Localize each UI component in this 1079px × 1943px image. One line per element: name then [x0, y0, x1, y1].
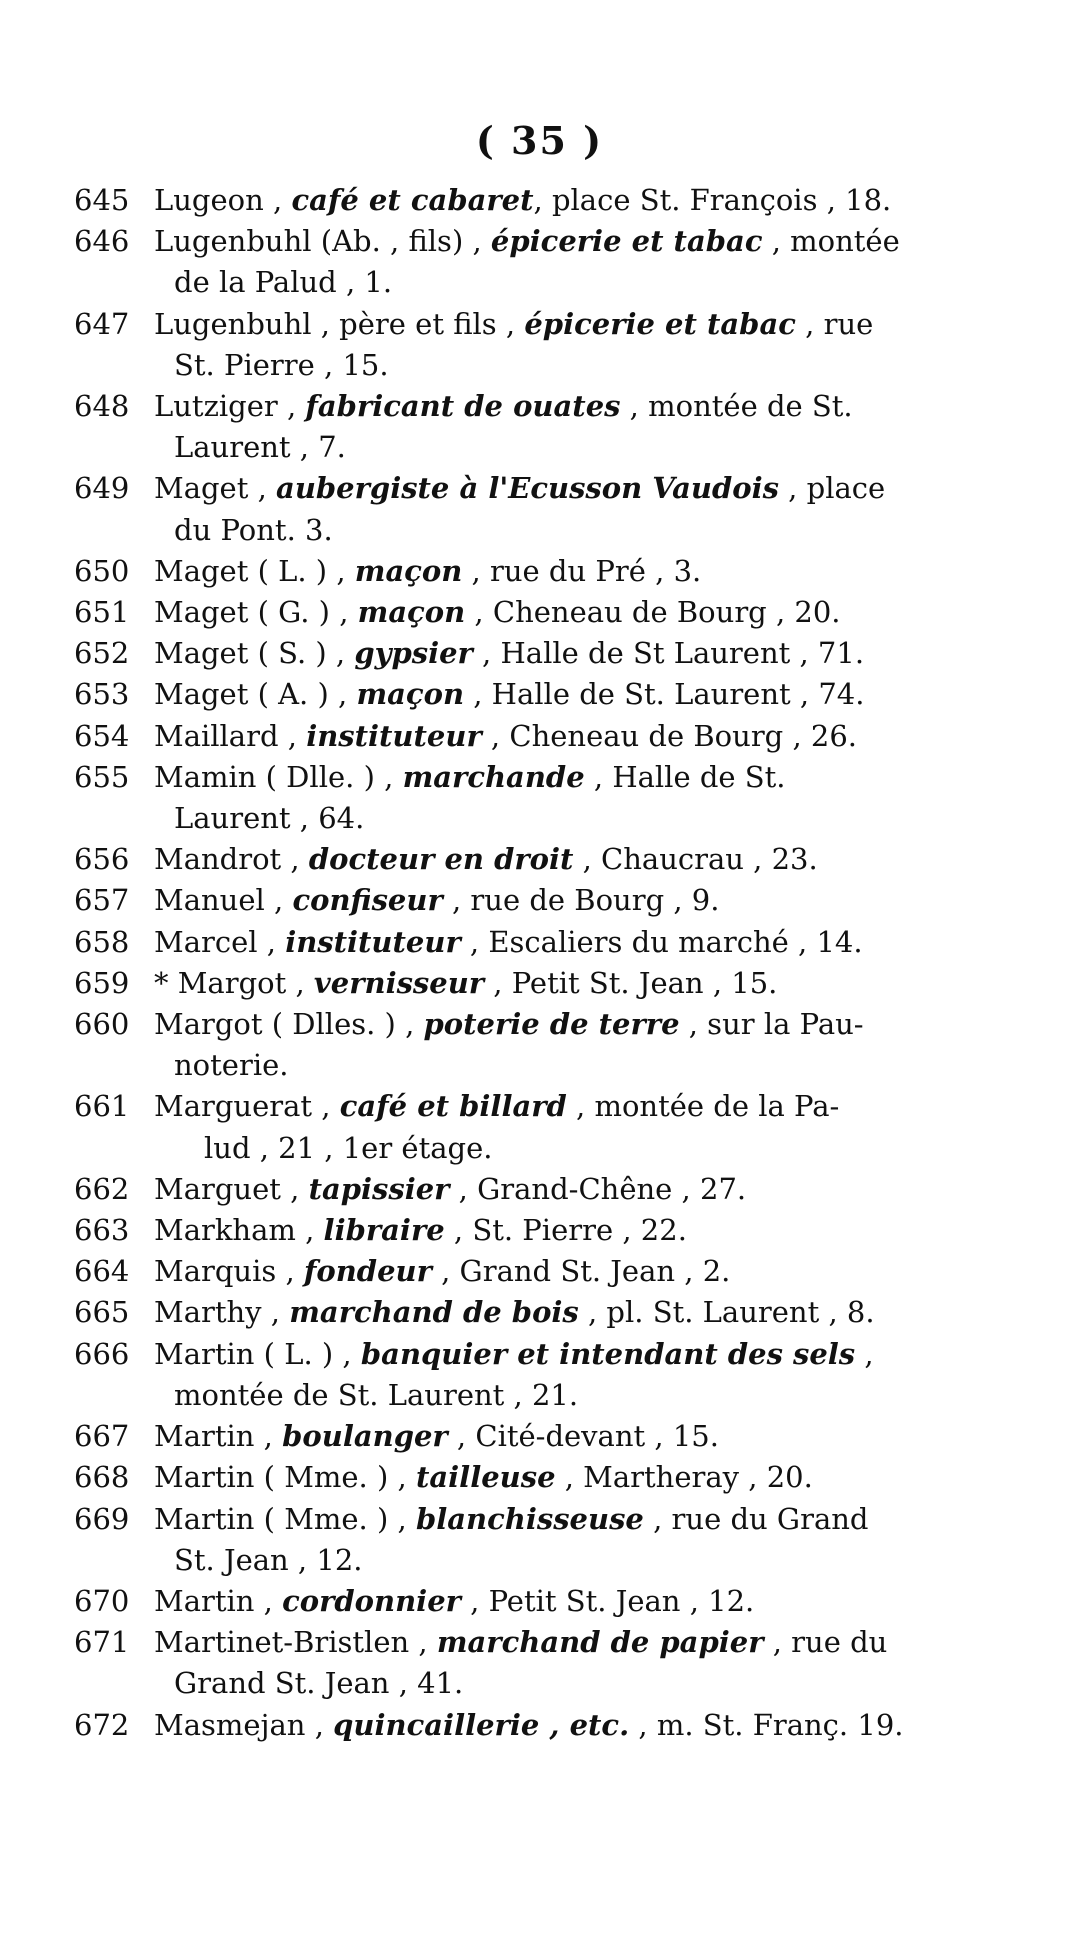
entry-continuation-line: [154, 1045, 994, 1086]
occupation-text: instituteur: [306, 718, 482, 753]
occupation-text: café et billard: [339, 1089, 567, 1124]
address-text: , Escaliers du marché , 14.: [460, 924, 863, 959]
entry-name-text: Maillard ,: [154, 718, 307, 753]
entry-name-text: Marquis ,: [154, 1254, 304, 1289]
entry-text: [154, 674, 994, 715]
entry-text: [154, 1292, 994, 1333]
entry-number: 655: [74, 759, 130, 794]
entry-name-text: Margot ( Dlles. ) ,: [154, 1007, 424, 1042]
entry-text: [154, 304, 994, 386]
directory-entry: [74, 963, 994, 1004]
entry-number: 669: [74, 1501, 130, 1536]
entry-text: [154, 592, 994, 633]
occupation-text: tapissier: [308, 1171, 450, 1206]
entry-text: [154, 1004, 994, 1086]
address-text: , St. Pierre , 22.: [444, 1213, 687, 1248]
entry-text: [154, 180, 994, 221]
address-text: , Cité-devant , 15.: [447, 1419, 719, 1454]
directory-entry: [74, 468, 994, 550]
entry-line: [154, 839, 994, 880]
occupation-text: instituteur: [285, 924, 461, 959]
entry-line: [154, 716, 994, 757]
entry-line: [154, 1292, 994, 1333]
occupation-text: vernisseur: [313, 965, 485, 1000]
directory-entry: [74, 304, 994, 386]
entry-number: 672: [74, 1707, 130, 1742]
entry-line: [154, 386, 994, 427]
entry-line: [154, 468, 994, 509]
entry-number: 662: [74, 1171, 130, 1206]
entry-name-text: Maget ( A. ) ,: [154, 677, 357, 712]
entry-text: [154, 468, 994, 550]
entry-text: [154, 1086, 994, 1168]
entry-name-text: Maget ( S. ) ,: [154, 636, 355, 671]
directory-entry: [74, 839, 994, 880]
directory-entry: [74, 1705, 994, 1746]
entry-line: [154, 1210, 994, 1251]
entry-number: 651: [74, 595, 130, 630]
entry-name-text: Mamin ( Dlle. ) ,: [154, 759, 403, 794]
entry-name-text: montée de St. Laurent , 21.: [174, 1377, 579, 1412]
address-text: , Halle de St. Laurent , 74.: [464, 677, 865, 712]
entry-name-text: Maget ( G. ) ,: [154, 595, 358, 630]
directory-entry: [74, 674, 994, 715]
entry-number: 656: [74, 842, 130, 877]
directory-entry: [74, 1004, 994, 1086]
directory-entry: [74, 221, 994, 303]
entry-name-text: Grand St. Jean , 41.: [174, 1666, 464, 1701]
entry-name-text: Martin ( Mme. ) ,: [154, 1460, 416, 1495]
entry-text: [154, 1169, 994, 1210]
entry-text: [154, 1499, 994, 1581]
entry-continuation-line: [154, 345, 994, 386]
directory-entry: [74, 757, 994, 839]
entry-name-text: lud , 21 , 1er étage.: [204, 1130, 493, 1165]
directory-entry: [74, 1581, 994, 1622]
address-text: , Cheneau de Bourg , 26.: [481, 718, 858, 753]
directory-entry: [74, 1334, 994, 1416]
entry-number: 660: [74, 1007, 130, 1042]
entry-continuation-line: [154, 510, 994, 551]
entry-continuation-line: [154, 262, 994, 303]
entry-number: 667: [74, 1419, 130, 1454]
entry-name-text: de la Palud , 1.: [174, 265, 393, 300]
entry-number: 665: [74, 1295, 130, 1330]
entry-line: [154, 1004, 994, 1045]
entry-line: [154, 1251, 994, 1292]
directory-entry: [74, 880, 994, 921]
address-text: , sur la Pau-: [679, 1007, 864, 1042]
entry-text: [154, 716, 994, 757]
directory-entry: [74, 1251, 994, 1292]
entry-name-text: Marthy ,: [154, 1295, 290, 1330]
entry-continuation-line: [154, 1663, 994, 1704]
occupation-text: aubergiste à l'Ecusson Vaudois: [276, 471, 779, 506]
entry-name-text: Laurent , 64.: [174, 801, 365, 836]
entry-name-text: St. Pierre , 15.: [174, 347, 389, 382]
occupation-text: confiseur: [292, 883, 443, 918]
entry-text: [154, 880, 994, 921]
occupation-text: maçon: [356, 677, 465, 712]
address-text: , rue de Bourg , 9.: [442, 883, 720, 918]
address-text: , Halle de St.: [584, 759, 786, 794]
directory-entry: [74, 716, 994, 757]
entry-text: [154, 1251, 994, 1292]
entry-name-text: Maget ( L. ) ,: [154, 553, 355, 588]
address-text: , Halle de St Laurent , 71.: [472, 636, 865, 671]
entry-name-text: Martin ,: [154, 1419, 283, 1454]
directory-entry: [74, 386, 994, 468]
directory-entry: [74, 551, 994, 592]
address-text: , Martheray , 20.: [555, 1460, 813, 1495]
entry-number: 648: [74, 389, 130, 424]
entry-name-text: Masmejan ,: [154, 1707, 334, 1742]
entry-line: [154, 1705, 994, 1746]
entry-text: [154, 963, 994, 1004]
entry-number: 646: [74, 224, 130, 259]
occupation-text: gypsier: [354, 636, 473, 671]
entry-line: [154, 221, 994, 262]
occupation-text: maçon: [357, 595, 466, 630]
entry-line: [154, 674, 994, 715]
entry-number: 649: [74, 471, 130, 506]
occupation-text: quincaillerie , etc.: [333, 1707, 630, 1742]
entry-line: [154, 633, 994, 674]
entry-continuation-line: [154, 1540, 994, 1581]
address-text: , place St. François , 18.: [533, 183, 892, 217]
directory-entry: [74, 180, 994, 221]
entry-name-text: Manuel ,: [154, 883, 293, 918]
address-text: , rue: [795, 306, 874, 341]
occupation-text: fondeur: [303, 1254, 432, 1289]
directory-entry: [74, 1416, 994, 1457]
entry-name-text: Marcel ,: [154, 924, 286, 959]
entry-line: [154, 1622, 994, 1663]
entry-continuation-line: [154, 427, 994, 468]
entry-name-text: * Margot ,: [154, 965, 314, 1000]
entry-name-text: Martin ( L. ) ,: [154, 1336, 361, 1371]
occupation-text: épicerie et tabac: [524, 306, 796, 341]
occupation-text: marchand de bois: [289, 1295, 579, 1330]
entry-name-text: Lugenbuhl (Ab. , fils) ,: [154, 224, 491, 259]
entry-line: [154, 757, 994, 798]
entry-text: [154, 1334, 994, 1416]
address-text: , Chaucrau , 23.: [573, 842, 818, 877]
entry-name-text: Martinet-Bristlen ,: [154, 1625, 437, 1660]
entry-number: 652: [74, 636, 130, 671]
entry-name-text: Martin ( Mme. ) ,: [154, 1501, 416, 1536]
entry-number: 670: [74, 1583, 130, 1618]
entry-line: [154, 1169, 994, 1210]
entry-line: [154, 304, 994, 345]
entry-number: 664: [74, 1254, 130, 1289]
occupation-text: docteur en droit: [308, 842, 574, 877]
address-text: , Cheneau de Bourg , 20.: [465, 595, 841, 630]
entry-name-text: Lugenbuhl , père et fils ,: [154, 306, 525, 341]
directory-entry: [74, 592, 994, 633]
address-text: , rue du Pré , 3.: [462, 553, 702, 588]
directory-entry: [74, 1499, 994, 1581]
occupation-text: poterie de terre: [423, 1007, 680, 1042]
entry-name-text: Martin ,: [154, 1583, 283, 1618]
entry-text: [154, 1416, 994, 1457]
entry-name-text: Lugeon ,: [154, 183, 292, 217]
entry-line: [154, 551, 994, 592]
entry-number: 647: [74, 306, 130, 341]
entry-text: [154, 633, 994, 674]
address-text: ,: [855, 1336, 874, 1371]
entry-name-text: Markham ,: [154, 1213, 324, 1248]
entry-number: 654: [74, 718, 130, 753]
occupation-text: fabricant de ouates: [305, 389, 621, 424]
entry-line: [154, 592, 994, 633]
entry-text: [154, 221, 994, 303]
occupation-text: marchande: [402, 759, 585, 794]
directory-entry: [74, 922, 994, 963]
entry-number: 650: [74, 553, 130, 588]
entry-line: [154, 963, 994, 1004]
occupation-text: banquier et intendant des sels: [360, 1336, 856, 1371]
entry-line: [154, 1416, 994, 1457]
directory-entry: [74, 1622, 994, 1704]
occupation-text: blanchisseuse: [415, 1501, 644, 1536]
address-text: , Petit St. Jean , 12.: [460, 1583, 755, 1618]
entry-text: [154, 1210, 994, 1251]
address-text: , pl. St. Laurent , 8.: [578, 1295, 875, 1330]
address-text: , rue du Grand: [643, 1501, 869, 1536]
entry-text: [154, 1705, 994, 1746]
occupation-text: café et cabaret: [291, 183, 534, 217]
entry-name-text: St. Jean , 12.: [174, 1542, 363, 1577]
entry-number: 663: [74, 1213, 130, 1248]
occupation-text: épicerie et tabac: [490, 224, 763, 259]
entry-name-text: Mandrot ,: [154, 842, 309, 877]
entry-text: [154, 386, 994, 468]
address-text: , Grand-Chêne , 27.: [449, 1171, 747, 1206]
address-text: , Petit St. Jean , 15.: [484, 965, 778, 1000]
directory-entry: [74, 633, 994, 674]
occupation-text: libraire: [323, 1213, 445, 1248]
entry-number: 645: [74, 183, 130, 217]
entry-text: [154, 1622, 994, 1704]
entry-continuation-line: [154, 1128, 994, 1169]
address-text: , Grand St. Jean , 2.: [431, 1254, 731, 1289]
address-text: , montée de St.: [620, 389, 853, 424]
entry-number: 668: [74, 1460, 130, 1495]
entry-continuation-line: [154, 798, 994, 839]
entry-line: [154, 1086, 994, 1127]
directory-entry: [74, 1210, 994, 1251]
directory-entry: [74, 1086, 994, 1168]
directory-entry: [74, 1457, 994, 1498]
entry-line: [154, 922, 994, 963]
directory-entry: [74, 1169, 994, 1210]
occupation-text: maçon: [354, 553, 463, 588]
entry-continuation-line: [154, 1375, 994, 1416]
entry-line: [154, 880, 994, 921]
entry-text: [154, 551, 994, 592]
entry-number: 671: [74, 1625, 130, 1660]
entry-name-text: Marguet ,: [154, 1171, 309, 1206]
entry-number: 661: [74, 1089, 130, 1124]
address-text: , rue du: [763, 1625, 888, 1660]
entry-text: [154, 922, 994, 963]
entry-name-text: du Pont. 3.: [174, 512, 333, 547]
entry-name-text: noterie.: [174, 1048, 289, 1083]
page-number: ( 35 ): [475, 118, 604, 163]
entry-number: 666: [74, 1336, 130, 1371]
entry-number: 653: [74, 677, 130, 712]
entry-text: [154, 1581, 994, 1622]
address-text: , m. St. Franç. 19.: [629, 1707, 904, 1742]
directory-entry: [74, 1292, 994, 1333]
directory-entries: [74, 180, 994, 1746]
address-text: , place: [778, 471, 886, 506]
entry-line: [154, 180, 994, 221]
entry-text: [154, 1457, 994, 1498]
entry-name-text: Marguerat ,: [154, 1089, 340, 1124]
entry-name-text: Laurent , 7.: [174, 430, 346, 465]
occupation-text: boulanger: [282, 1419, 448, 1454]
occupation-text: cordonnier: [282, 1583, 461, 1618]
entry-number: 659: [74, 965, 130, 1000]
entry-line: [154, 1334, 994, 1375]
entry-text: [154, 757, 994, 839]
occupation-text: tailleuse: [415, 1460, 556, 1495]
entry-line: [154, 1457, 994, 1498]
entry-number: 657: [74, 883, 130, 918]
entry-line: [154, 1581, 994, 1622]
occupation-text: marchand de papier: [436, 1625, 764, 1660]
entry-text: [154, 839, 994, 880]
entry-line: [154, 1499, 994, 1540]
address-text: , montée: [762, 224, 900, 259]
entry-name-text: Maget ,: [154, 471, 277, 506]
address-text: , montée de la Pa-: [566, 1089, 840, 1124]
entry-number: 658: [74, 924, 130, 959]
entry-name-text: Lutziger ,: [154, 389, 306, 424]
